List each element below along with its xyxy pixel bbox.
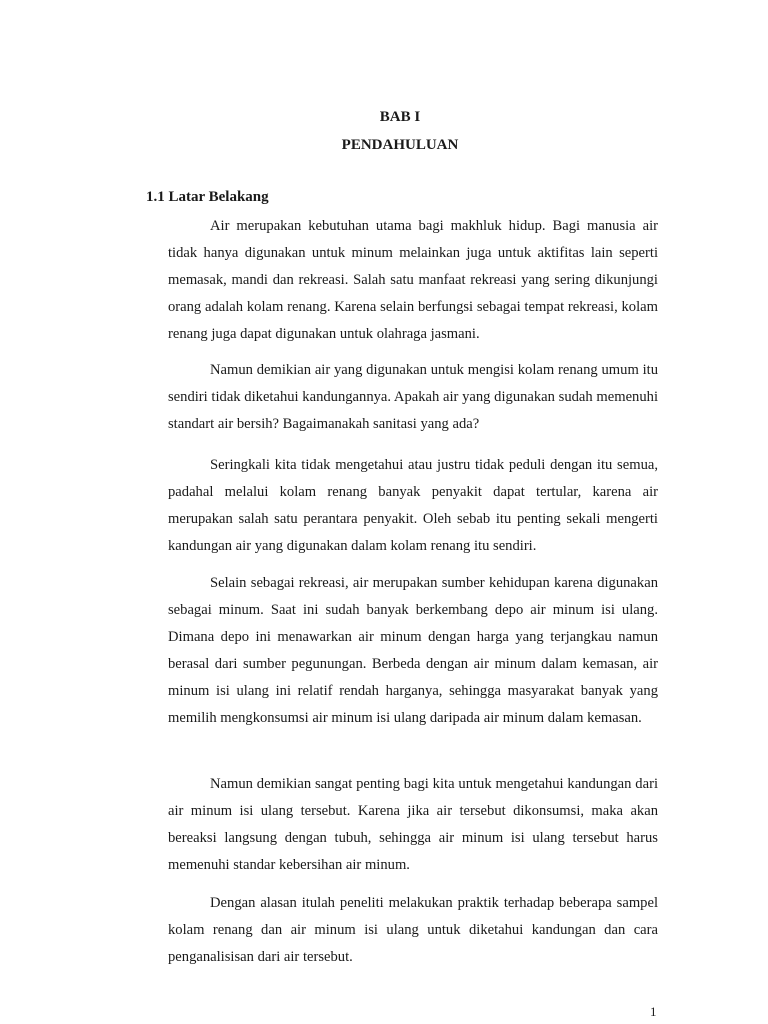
paragraph: Dengan alasan itulah peneliti melakukan praktik terhadap beberapa sampel kolam renang dan air minum isi ulang untuk diketahui kandungan dan cara penganalisisan dari air tersebut. — [168, 895, 658, 965]
chapter-title: PENDAHULUAN — [341, 137, 459, 153]
section-heading: 1.1 Latar Belakang — [146, 189, 269, 205]
paragraph: Namun demikian air yang digunakan untuk mengisi kolam renang umum itu sendiri tidak diketahui kandungannya. Apakah air yang digunakan sudah memenuhi standart air bersih? Bagaimanakah sanitasi yang ada? — [168, 362, 658, 432]
paragraph: Selain sebagai rekreasi, air merupakan sumber kehidupan karena digunakan sebagai minum. Saat ini sudah banyak berkembang depo air minum isi ulang. Dimana depo ini menawarkan air minum dengan harga yang terjangkau namun berasal dari sumber pegunungan. Berbeda dengan air minum dalam kemasan, air minum isi ulang ini relatif rendah harganya, sehingga masyarakat banyak yang memilih mengkonsumsi air minum isi ulang daripada air minum dalam kemasan. — [168, 575, 658, 726]
chapter-number: BAB I — [379, 109, 421, 125]
paragraph: Air merupakan kebutuhan utama bagi makhluk hidup. Bagi manusia air tidak hanya digunakan untuk minum melainkan juga untuk aktifitas lain seperti memasak, mandi dan rekreasi. Salah satu manfaat rekreasi yang sering dikunjungi orang adalah kolam renang. Karena selain berfungsi sebagai tempat rekreasi, kolam renang juga dapat digunakan untuk olahraga jasmani. — [168, 218, 658, 342]
paragraph: Seringkali kita tidak mengetahui atau justru tidak peduli dengan itu semua, padahal melalui kolam renang banyak penyakit dapat tertular, karena air merupakan salah satu perantara penyakit. Oleh sebab itu penting sekali mengerti kandungan air yang digunakan dalam kolam renang itu sendiri. — [168, 457, 658, 554]
paragraph: Namun demikian sangat penting bagi kita untuk mengetahui kandungan dari air minum isi ulang tersebut. Karena jika air tersebut dikonsumsi, maka akan bereaksi langsung dengan tubuh, sehingga air minum isi ulang tersebut harus memenuhi standar kebersihan air minum. — [168, 776, 658, 873]
page-number: 1 — [650, 1004, 657, 1019]
